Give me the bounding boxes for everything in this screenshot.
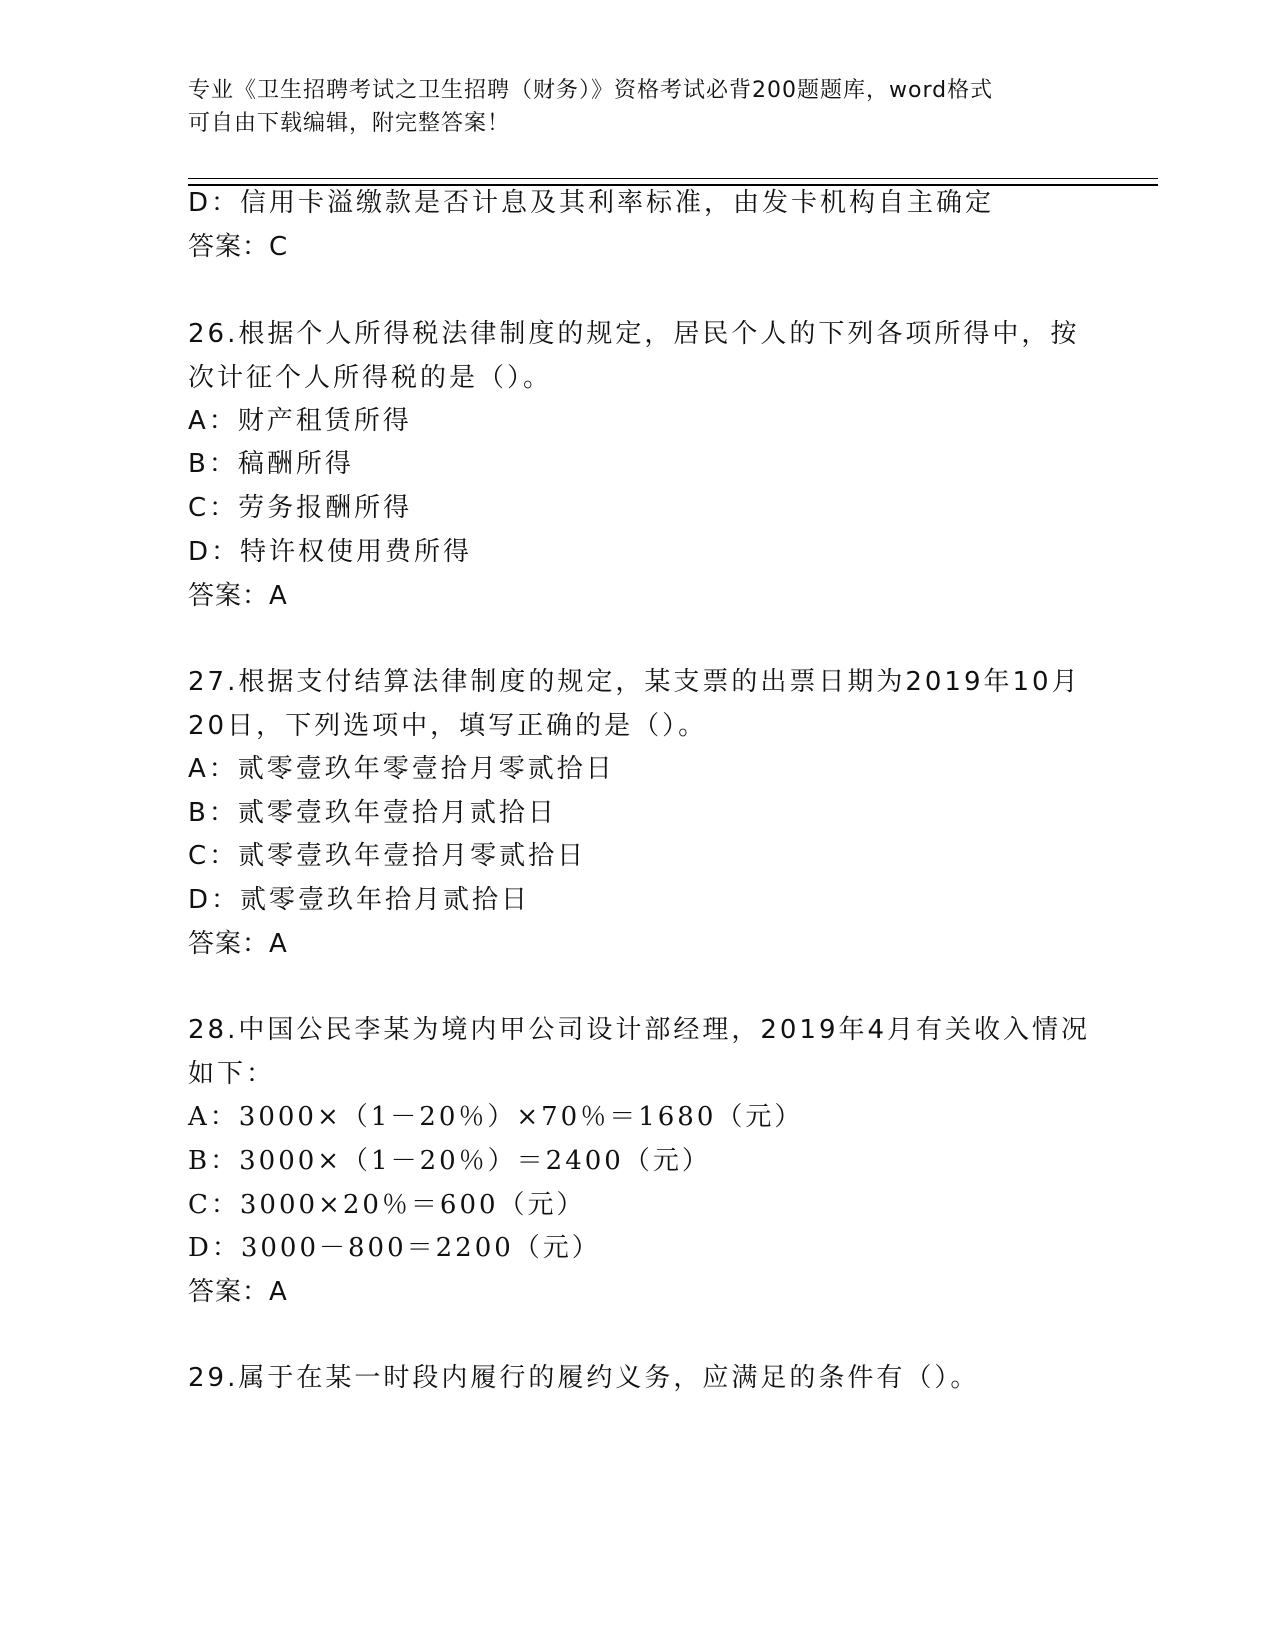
q28-option-d: D：3000－800＝2200（元）	[188, 1233, 601, 1263]
q26-option-b: B：稿酬所得	[188, 449, 354, 479]
q26-option-c: C：劳务报酬所得	[188, 493, 413, 523]
q28-option-b: B：3000×（1－20％）＝2400（元）	[188, 1146, 711, 1176]
q27-answer: 答案：A	[188, 929, 288, 959]
q27-option-d: D：贰零壹玖年拾月贰拾日	[188, 885, 531, 915]
q28-answer: 答案：A	[188, 1277, 288, 1307]
q26-answer: 答案：A	[188, 581, 288, 611]
q29-stem-line-1: 29.属于在某一时段内履行的履约义务，应满足的条件有（）。	[188, 1363, 980, 1393]
q27-stem-line-1: 27.根据支付结算法律制度的规定，某支票的出票日期为2019年10月	[188, 667, 1081, 697]
q27-option-a: A：贰零壹玖年零壹拾月零贰拾日	[188, 754, 615, 784]
q28-option-a: A：3000×（1－20％）×70％＝1680（元）	[188, 1102, 804, 1132]
q28-option-c: C：3000×20％＝600（元）	[188, 1190, 586, 1220]
q28-stem-line-2: 如下：	[188, 1059, 276, 1089]
q27-stem-line-2: 20日，下列选项中，填写正确的是（）。	[188, 711, 708, 741]
q28-stem-line-1: 28.中国公民李某为境内甲公司设计部经理，2019年4月有关收入情况	[188, 1015, 1091, 1045]
q26-option-a: A：财产租赁所得	[188, 406, 412, 436]
q27-option-b: B：贰零壹玖年壹拾月贰拾日	[188, 798, 557, 828]
q26-stem-line-1: 26.根据个人所得税法律制度的规定，居民个人的下列各项所得中，按	[188, 319, 1080, 349]
header-title-line-2: 可自由下载编辑，附完整答案！	[188, 111, 511, 136]
q25-answer: 答案：C	[188, 232, 289, 262]
q26-stem-line-2: 次计征个人所得税的是（）。	[188, 363, 553, 393]
q27-option-c: C：贰零壹玖年壹拾月零贰拾日	[188, 841, 587, 871]
q26-option-d: D：特许权使用费所得	[188, 537, 473, 567]
header-title-line-1: 专业《卫生招聘考试之卫生招聘（财务）》资格考试必背200题题库，word格式	[188, 78, 994, 103]
document-header	[188, 74, 1068, 140]
q25-option-d: D：信用卡溢缴款是否计息及其利率标准，由发卡机构自主确定	[188, 188, 995, 218]
header-divider-thin	[188, 178, 1158, 179]
header-divider-thick	[188, 184, 1158, 186]
